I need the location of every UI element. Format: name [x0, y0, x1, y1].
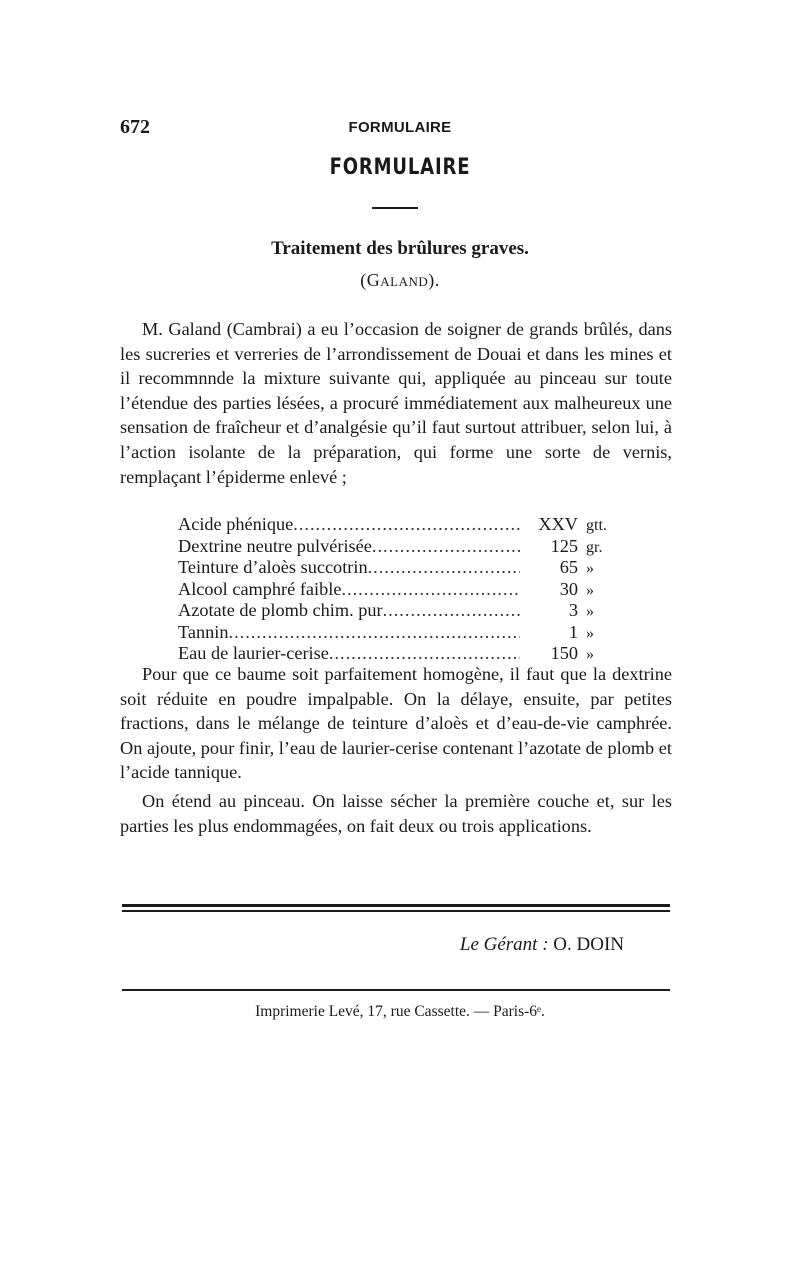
recipe-row — [178, 536, 618, 558]
dot-leader — [368, 557, 520, 578]
recipe-row — [178, 557, 618, 579]
ingredient-name: Tannin — [178, 621, 229, 642]
section-author: (Galand). — [360, 270, 440, 290]
ingredient-quantity: 125 — [550, 535, 578, 556]
ingredient-quantity: 150 — [550, 643, 578, 663]
ingredient-name: Teinture d’aloès succotrin — [178, 557, 368, 577]
ingredient-quantity: 3 — [568, 600, 578, 620]
ingredient-unit: » — [586, 603, 594, 620]
printer-imprint: Imprimerie Levé, 17, rue Cassette. — Paris-6ᵉ. — [255, 1003, 545, 1020]
gerant-signature — [460, 934, 624, 956]
recipe-row — [178, 622, 618, 644]
running-head — [120, 116, 680, 140]
ingredient-unit: » — [586, 581, 594, 599]
dot-leader — [383, 600, 520, 621]
ingredient-unit: gtt. — [586, 517, 607, 534]
ingredient-quantity: 65 — [559, 557, 578, 577]
ingredient-name: Acide phénique — [178, 514, 294, 534]
running-title: FORMULAIRE — [348, 119, 452, 136]
page-title: FORMULAIRE — [329, 155, 471, 180]
dot-leader — [293, 514, 520, 535]
ingredient-quantity: 30 — [559, 578, 578, 599]
paragraph-intro: M. Galand (Cambrai) a eu l’occasion de soigner de grands brûlés, dans les sucreries et verreries de l’arrondissement de Douai et dans les mines et il recommnnde la mixture suivante qui, appliquée au pinceau sur toute l’étendue des parties lésées, a procuré immédiatement aux malheureux une sensation de fraîcheur et d’analgésie qu’il faut surtout attribuer, selon lui, à l’action isolante de la préparation, qui forme une sorte de vernis, remplaçant l’épiderme enlevé ; — [120, 319, 672, 487]
ingredient-name: Alcool camphré faible — [178, 578, 342, 599]
divider-rule — [122, 904, 670, 907]
ingredient-name: Eau de laurier-cerise — [178, 643, 329, 663]
dot-leader — [329, 643, 520, 664]
section-title: Traitement des brûlures graves. — [271, 238, 529, 259]
dot-leader — [372, 536, 520, 557]
divider-rule — [122, 989, 670, 991]
divider-rule — [122, 910, 670, 912]
recipe-row — [178, 514, 618, 536]
ingredient-unit: » — [586, 624, 594, 642]
ingredient-name: Dextrine neutre pulvérisée — [178, 535, 372, 556]
recipe-row — [178, 579, 618, 601]
dot-leader — [341, 579, 520, 600]
title-rule — [372, 207, 418, 209]
ingredient-name: Azotate de plomb chim. pur — [178, 600, 383, 620]
recipe-list — [178, 514, 618, 665]
gerant-label: Le Gérant : — [459, 934, 549, 955]
gerant-name: O. DOIN — [553, 934, 624, 955]
paragraph-application: On étend au pinceau. On laisse sécher la première couche et, sur les parties les plus endommagées, on fait deux ou trois applications. — [120, 791, 672, 836]
ingredient-unit: gr. — [586, 538, 603, 556]
ingredient-quantity: 1 — [568, 621, 578, 642]
page-number: 672 — [120, 116, 150, 138]
dot-leader — [229, 622, 520, 643]
ingredient-unit: » — [586, 560, 594, 577]
recipe-row — [178, 600, 618, 622]
ingredient-unit: » — [586, 646, 594, 663]
ingredient-quantity: XXV — [538, 514, 578, 534]
paragraph-preparation: Pour que ce baume soit parfaitement homogène, il faut que la dextrine soit réduite en poudre impalpable. On la délaye, ensuite, par petites fractions, dans le mélange de teinture d’aloès et d’eau-de-vie camphrée. On ajoute, pour finir, l’eau de laurier-cerise contenant l’azotate de plomb et l’acide tannique. — [120, 664, 672, 783]
